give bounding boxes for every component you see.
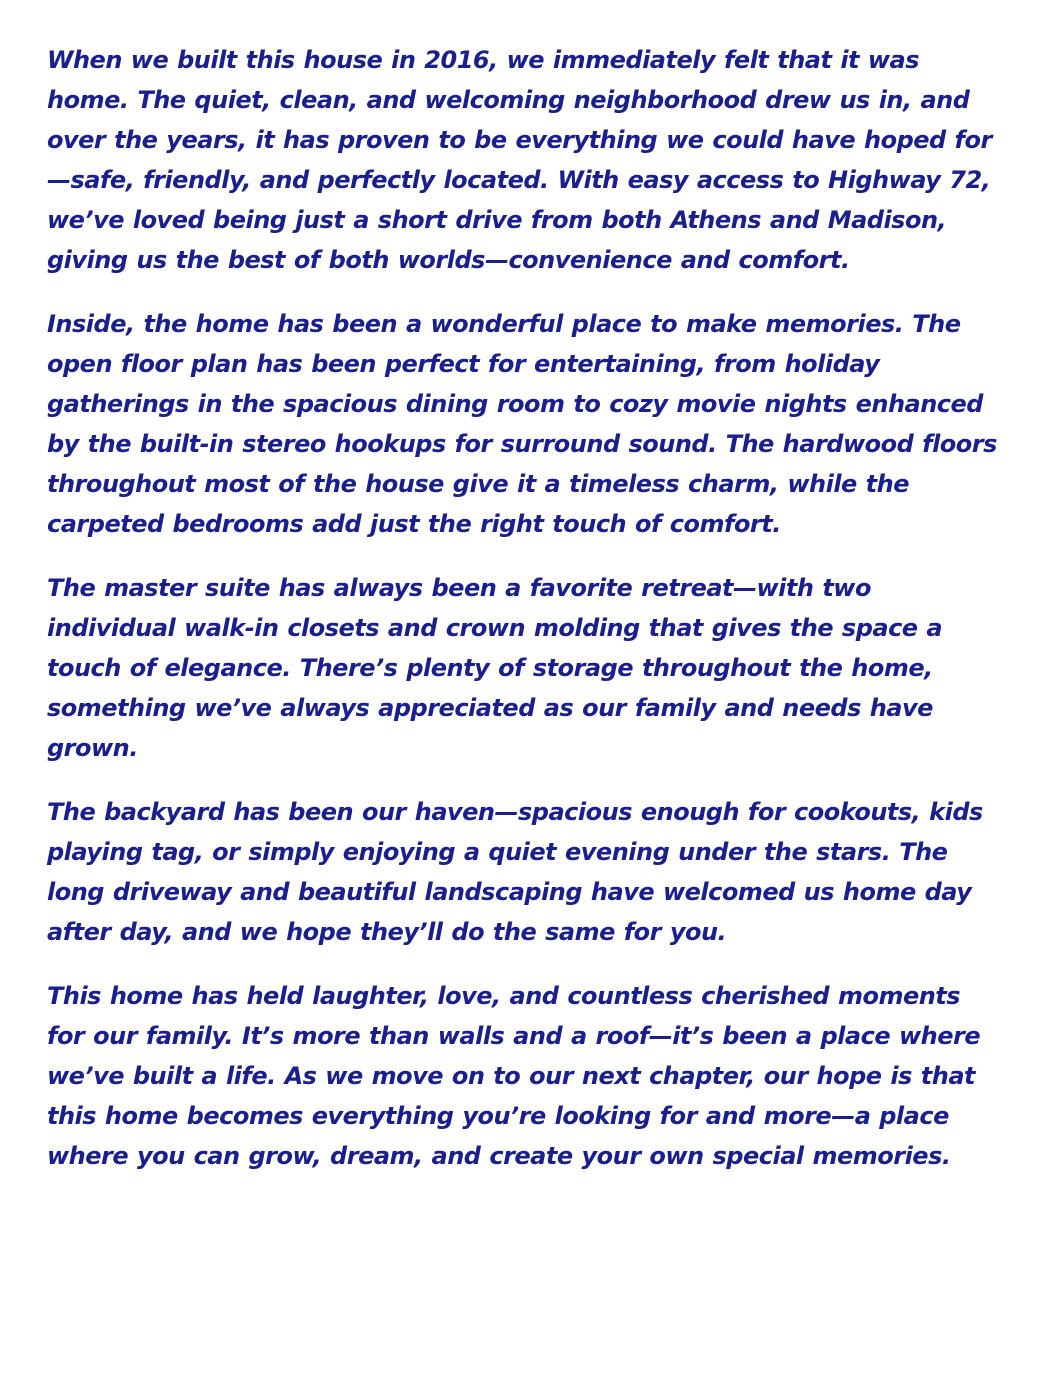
paragraph-inside-home: Inside, the home has been a wonderful place to make memories. The open floor plan has been perfect for entertaining, from holiday gatherings in the spacious dining room to cozy movie nights enhanced by the built-in stereo hookups for surround sound. The hardwood floors throughout most of the house give it a timeless charm, while the carpeted bedrooms add just the right touch of comfort. xyxy=(47,310,997,538)
paragraph-built-house: When we built this house in 2016, we immediately felt that it was home. The quiet, clean, and welcoming neighborhood drew us in, and over the years, it has proven to be everything we could have hoped for—safe, friendly, and perfectly located. With easy access to Highway 72, we’ve loved being just a short drive from both Athens and Madison, giving us the best of both worlds—convenience and comfort. xyxy=(47,46,992,274)
letter-body xyxy=(47,40,997,1176)
paragraph-backyard: The backyard has been our haven—spacious enough for cookouts, kids playing tag, or simply enjoying a quiet evening under the stars. The long driveway and beautiful landscaping have welcomed us home day after day, and we hope they’ll do the same for you. xyxy=(47,798,983,946)
paragraph-closing: This home has held laughter, love, and countless cherished moments for our family. It’s more than walls and a roof—it’s been a place where we’ve built a life. As we move on to our next chapter, our hope is that this home becomes everything you’re looking for and more—a place where you can grow, dream, and create your own special memories. xyxy=(47,982,981,1170)
paragraph-master-suite: The master suite has always been a favorite retreat—with two individual walk-in closets and crown molding that gives the space a touch of elegance. There’s plenty of storage throughout the home, something we’ve always appreciated as our family and needs have grown. xyxy=(47,574,943,762)
